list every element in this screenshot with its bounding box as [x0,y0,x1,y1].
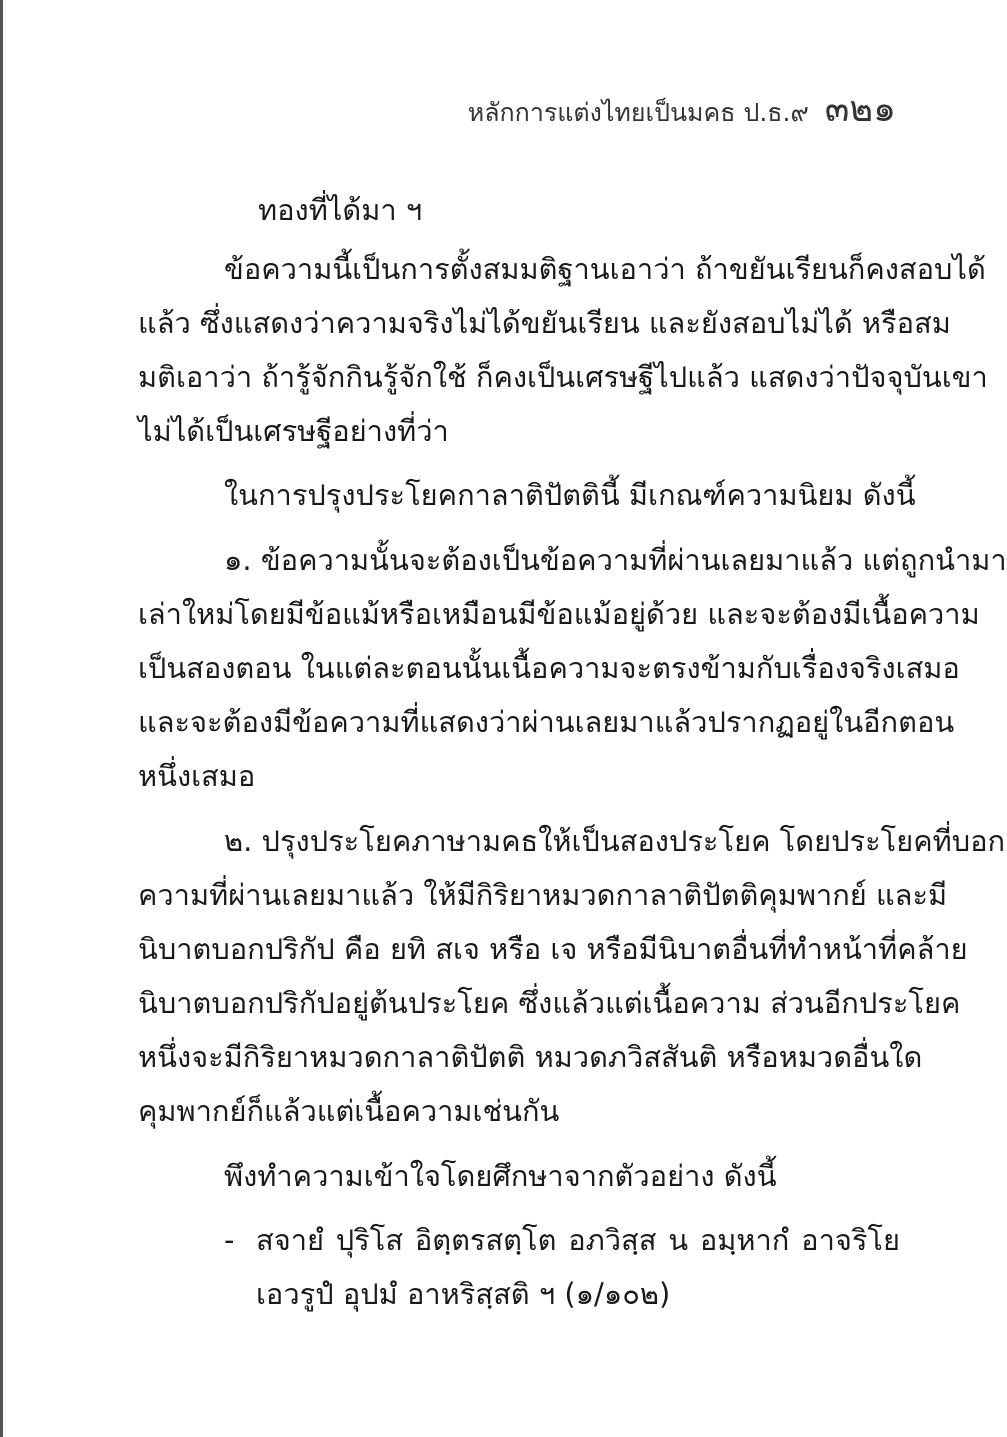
paragraph-rule-1 [138,533,1007,803]
paragraph-continuation [138,183,898,237]
text-line: ในการปรุงประโยคกาลาติปัตตินี้ มีเกณฑ์ความนิยม ดังนี้ [224,478,916,512]
text-line: แล้ว ซึ่งแสดงว่าความจริงไม่ได้ขยันเรียน และยังสอบไม่ได้ หรือสม [138,306,951,340]
text-line: หนึ่งเสมอ [138,759,256,793]
text-line: มติเอาว่า ถ้ารู้จักกินรู้จักใช้ ก็คงเป็นเศรษฐีไปแล้ว แสดงว่าปัจจุบันเขา [138,360,988,394]
text-line: และจะต้องมีข้อความที่แสดงว่าผ่านเลยมาแล้วปรากฏอยู่ในอีกตอน [138,705,955,739]
paragraph-rule-2 [138,814,1006,1138]
paragraph-criteria-intro [138,468,916,522]
page-number: ๓๒๑ [824,89,896,130]
page-edge [0,0,3,1437]
paragraph-hypothesis [138,242,988,458]
text-line: นิบาตบอกปริกัปอยู่ต้นประโยค ซึ่งแล้วแต่เนื้อความ ส่วนอีกประโยค [138,986,961,1020]
text-line: ๒. ปรุงประโยคภาษามคธให้เป็นสองประโยค โดยประโยคที่บอก [224,824,1006,858]
text-line: เป็นสองตอน ในแต่ละตอนนั้นเนื้อความจะตรงข้ามกับเรื่องจริงเสมอ [138,651,960,685]
text-line: นิบาตบอกปริกัป คือ ยทิ สเจ หรือ เจ หรือมีนิบาตอื่นที่ทำหน้าที่คล้าย [138,932,968,966]
text-line: ข้อความนี้เป็นการตั้งสมมติฐานเอาว่า ถ้าขยันเรียนก็คงสอบได้ [224,252,986,286]
running-header [468,80,896,137]
header-title: หลักการแต่งไทยเป็นมคธ ป.ธ.๙ [467,98,809,127]
text-line: ๑. ข้อความนั้นจะต้องเป็นข้อความที่ผ่านเลยมาแล้ว แต่ถูกนำมา [224,543,1007,577]
example-item [224,1213,900,1321]
text-line: ไม่ได้เป็นเศรษฐีอย่างที่ว่า [138,414,449,448]
text-line: ความที่ผ่านเลยมาแล้ว ให้มีกิริยาหมวดกาลาติปัตติคุมพากย์ และมี [138,878,948,912]
paragraph-example-intro [138,1149,898,1203]
text-line: พึงทำความเข้าใจโดยศึกษาจากตัวอย่าง ดังนี้ [224,1159,777,1193]
example-line: เอวรูปํ อุปมํ อาหริสฺสติ ฯ (๑/๑๐๒) [256,1277,671,1311]
text-line: หนึ่งจะมีกิริยาหมวดกาลาติปัตติ หมวดภวิสสันติ หรือหมวดอื่นใด [138,1040,923,1074]
text-line: คุมพากย์ก็แล้วแต่เนื้อความเช่นกัน [138,1094,560,1128]
example-line: สจายํ ปุริโส อิตฺตรสตฺโต อภวิสฺส น อมฺหากํ อาจริโย [256,1223,900,1257]
text-line: ทองที่ได้มา ฯ [258,193,423,227]
list-dash: - [224,1223,235,1257]
text-line: เล่าใหม่โดยมีข้อแม้หรือเหมือนมีข้อแม้อยู่ด้วย และจะต้องมีเนื้อความ [138,597,980,631]
